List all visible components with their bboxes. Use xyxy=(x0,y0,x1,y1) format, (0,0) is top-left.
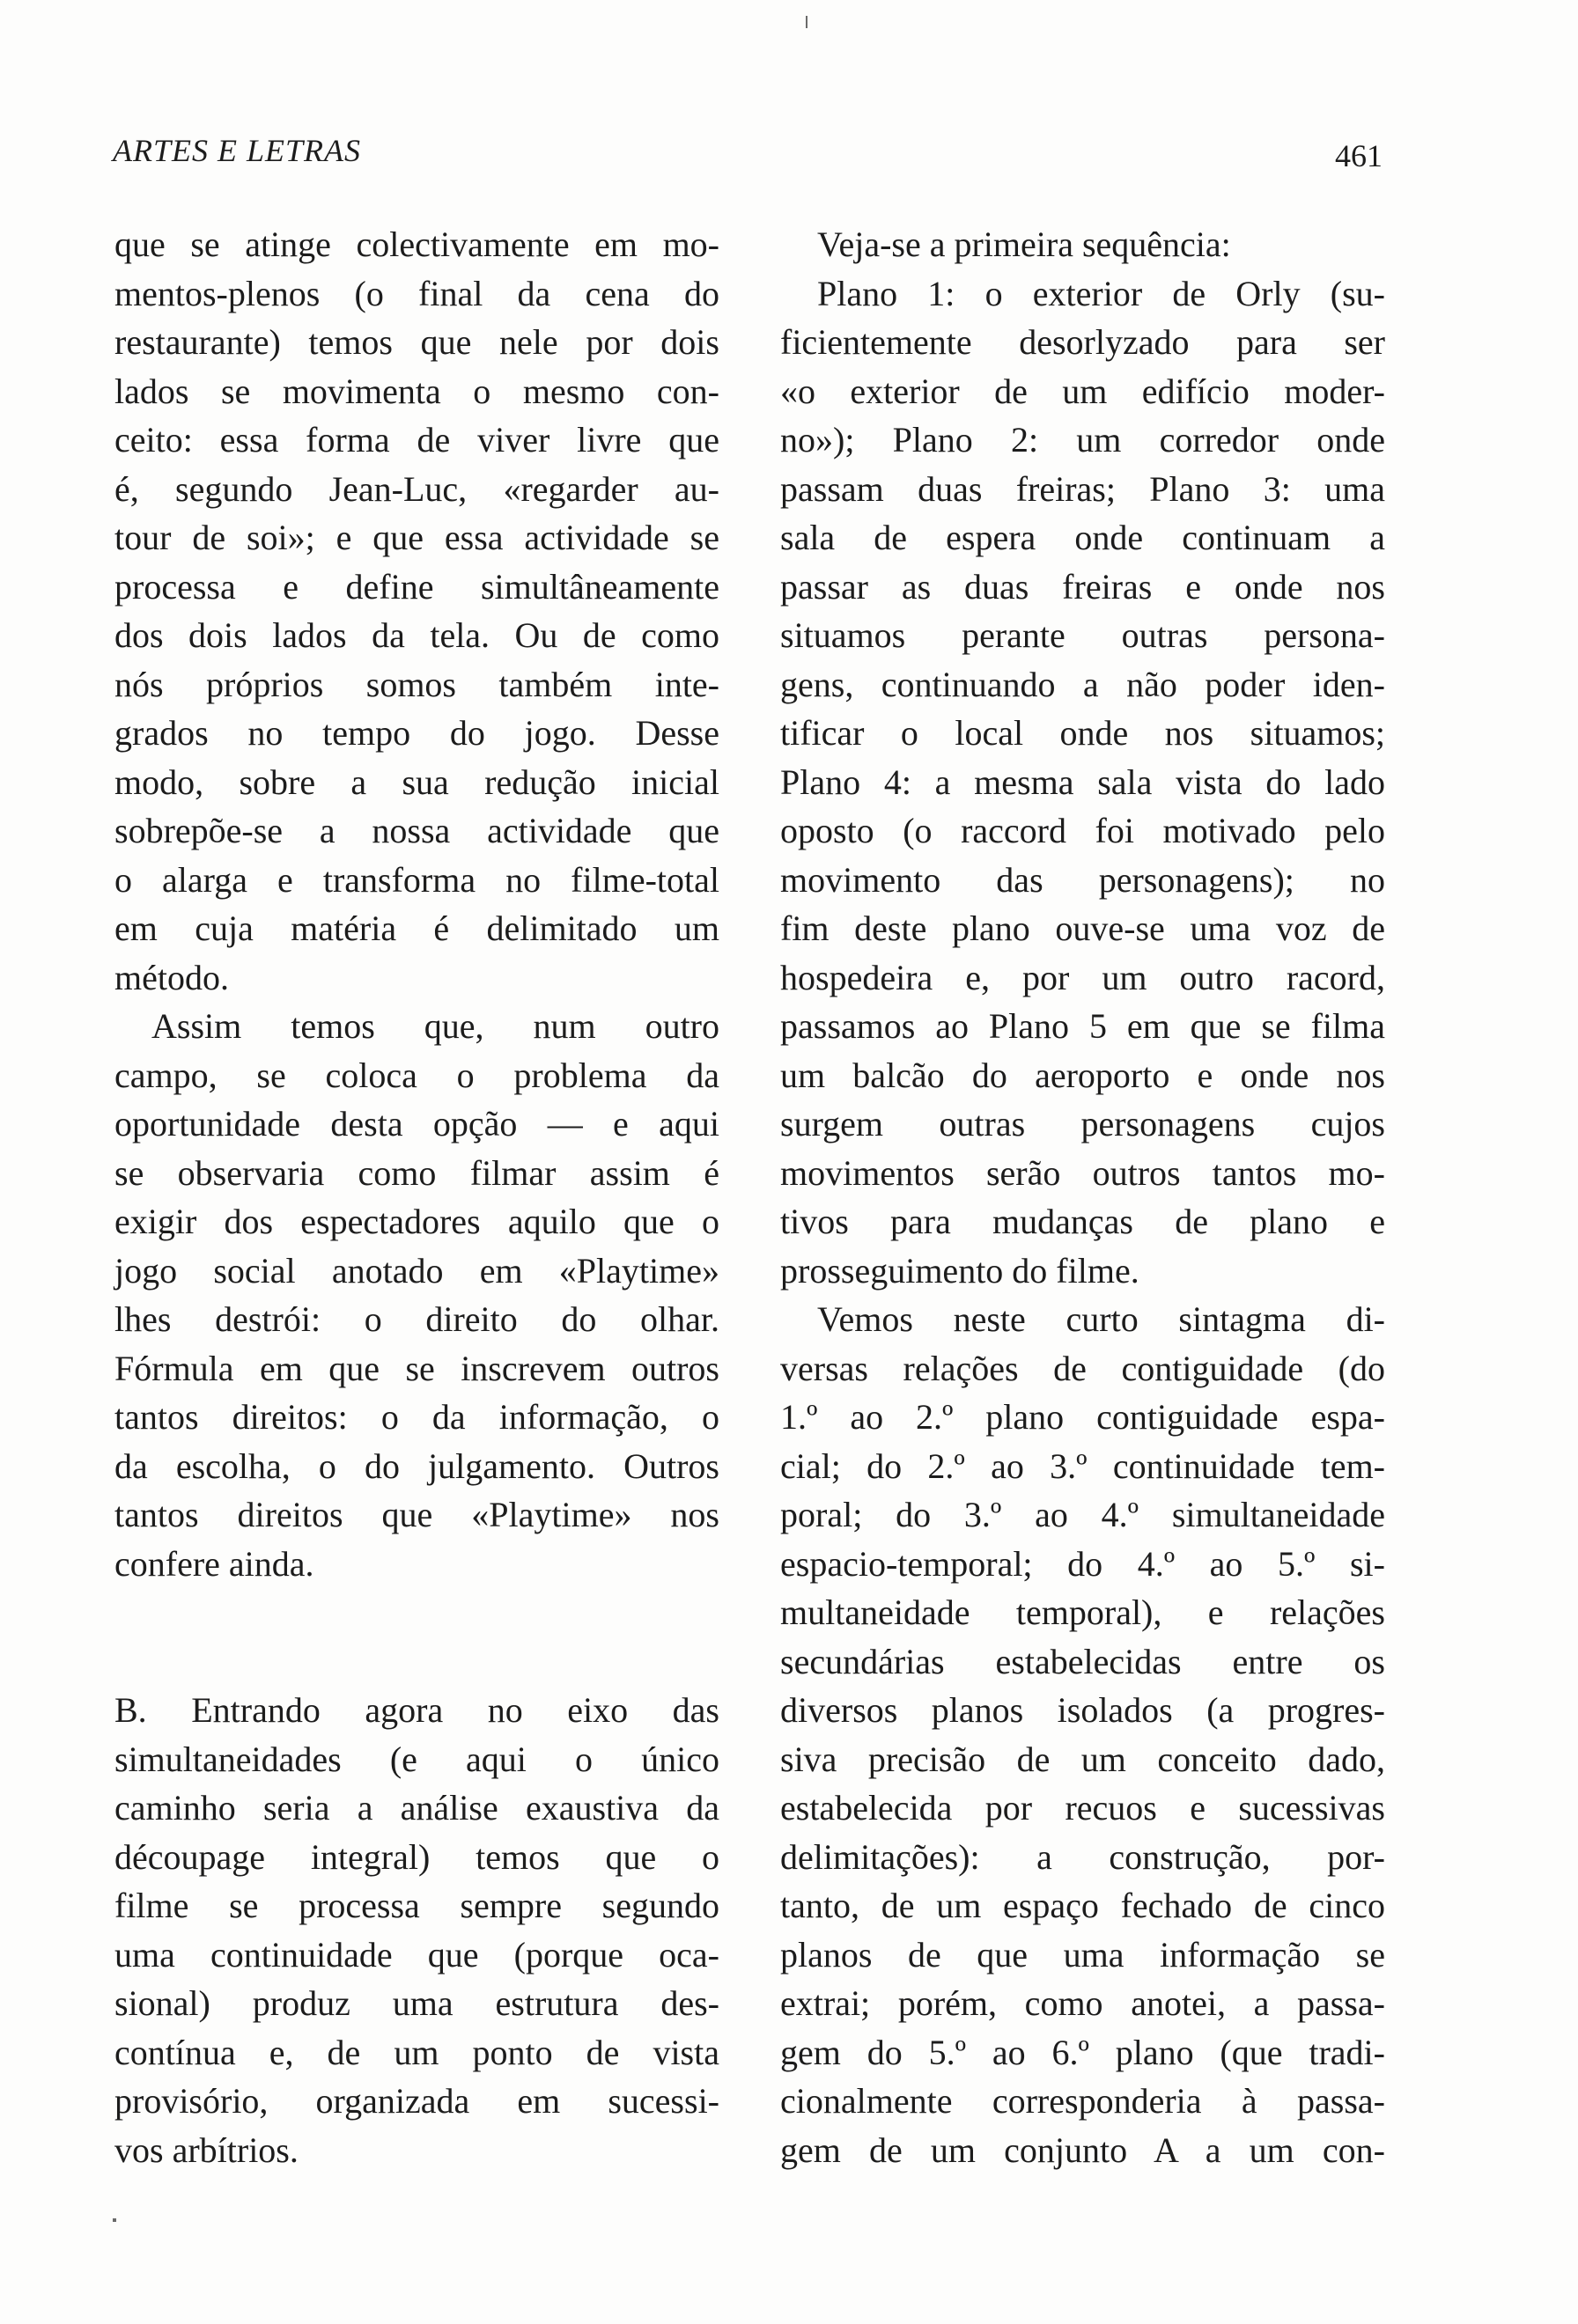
text-line: tantos direitos que «Playtime» nos xyxy=(114,1495,719,1534)
text-line: da escolha, o do julgamento. Outros xyxy=(114,1445,719,1486)
text-line: versas relações de contiguidade (do xyxy=(780,1348,1385,1388)
text-line: 1.º ao 2.º plano contiguidade espa- xyxy=(780,1397,1385,1437)
text-line: dos dois lados da tela. Ou de como xyxy=(114,615,719,655)
text-line: tour de soi»; e que essa actividade se xyxy=(114,518,719,557)
text-line: oposto (o raccord foi motivado pelo xyxy=(780,811,1385,850)
text-line: tantos direitos: o da informação, o xyxy=(114,1397,719,1437)
text-line: método. xyxy=(114,957,229,997)
text-line: secundárias estabelecidas entre os xyxy=(780,1641,1385,1681)
text-line: o alarga e transforma no filme-total xyxy=(114,859,719,900)
text-line: fim deste plano ouve-se uma voz de xyxy=(780,908,1385,948)
text-line: tanto, de um espaço fechado de cinco xyxy=(780,1886,1385,1925)
text-line: Assim temos que, num outro xyxy=(151,1006,719,1046)
text-line: Veja-se a primeira sequência: xyxy=(817,224,1231,264)
text-line: Plano 1: o exterior de Orly (su- xyxy=(817,273,1385,313)
text-line: modo, sobre a sua redução inicial xyxy=(114,761,719,802)
text-line: Fórmula em que se inscrevem outros xyxy=(114,1348,719,1388)
running-head: ARTES E LETRAS xyxy=(113,133,361,168)
paragraph xyxy=(780,1295,1385,2174)
text-line: campo, se coloca o problema da xyxy=(114,1055,719,1095)
text-line: em cuja matéria é delimitado um xyxy=(114,908,719,948)
text-line: é, segundo Jean-Luc, «regarder au- xyxy=(114,468,719,509)
text-line: se observaria como filmar assim é xyxy=(114,1152,719,1193)
text-line: um balcão do aeroporto e onde nos xyxy=(780,1055,1385,1095)
text-line: poral; do 3.º ao 4.º simultaneidade xyxy=(780,1495,1385,1534)
text-line: grados no tempo do jogo. Desse xyxy=(114,713,719,753)
text-line: ficientemente desorlyzado para ser xyxy=(780,322,1385,362)
paragraph-gap xyxy=(114,1588,719,1686)
text-line: gens, continuando a não poder iden- xyxy=(780,664,1385,704)
text-line: découpage integral) temos que o xyxy=(114,1836,719,1877)
paragraph xyxy=(114,220,719,1002)
text-line: movimento das personagens); no xyxy=(780,859,1385,900)
text-line: passam duas freiras; Plano 3: uma xyxy=(780,468,1385,509)
paragraph xyxy=(780,269,1385,1296)
text-line: espacio-temporal; do 4.º ao 5.º si- xyxy=(780,1543,1385,1584)
text-line: ceito: essa forma de viver livre que xyxy=(114,420,719,460)
text-line: simultaneidades (e aqui o único xyxy=(114,1739,719,1779)
text-line: prosseguimento do filme. xyxy=(780,1250,1139,1291)
page-number: 461 xyxy=(1335,138,1383,173)
text-line: nós próprios somos também inte- xyxy=(114,664,719,704)
text-line: uma continuidade que (porque oca- xyxy=(114,1934,719,1975)
text-line: passamos ao Plano 5 em que se filma xyxy=(780,1006,1385,1046)
ink-speck xyxy=(113,2218,116,2222)
text-line: exigir dos espectadores aquilo que o xyxy=(114,1202,719,1241)
text-line: sobrepõe-se a nossa actividade que xyxy=(114,811,719,850)
text-line: gem de um conjunto A a um con- xyxy=(780,2129,1385,2170)
paragraph xyxy=(114,1002,719,1588)
text-line: «o exterior de um edifício moder- xyxy=(780,371,1385,411)
right-column xyxy=(780,220,1385,2174)
text-line: diversos planos isolados (a progres- xyxy=(780,1690,1385,1730)
paragraph xyxy=(780,220,1385,269)
text-line: processa e define simultâneamente xyxy=(114,566,719,607)
text-line: no»); Plano 2: um corredor onde xyxy=(780,420,1385,460)
text-line: sala de espera onde continuam a xyxy=(780,518,1385,557)
text-line: multaneidade temporal), e relações xyxy=(780,1592,1385,1632)
text-line: oportunidade desta opção — e aqui xyxy=(114,1104,719,1144)
text-line: Vemos neste curto sintagma di- xyxy=(817,1299,1385,1339)
text-line: cionalmente corresponderia à passa- xyxy=(780,2081,1385,2121)
text-line: surgem outras personagens cujos xyxy=(780,1104,1385,1144)
ink-speck xyxy=(806,16,807,28)
text-line: confere ainda. xyxy=(114,1543,314,1584)
text-line: mentos-plenos (o final da cena do xyxy=(114,273,719,313)
text-line: passar as duas freiras e onde nos xyxy=(780,566,1385,607)
text-line: gem do 5.º ao 6.º plano (que tradi- xyxy=(780,2032,1385,2072)
text-line: lados se movimenta o mesmo con- xyxy=(114,371,719,411)
text-line: extrai; porém, como anotei, a passa- xyxy=(780,1983,1385,2023)
text-line: Plano 4: a mesma sala vista do lado xyxy=(780,761,1385,802)
text-line: tificar o local onde nos situamos; xyxy=(780,713,1385,753)
text-line: contínua e, de um ponto de vista xyxy=(114,2032,719,2072)
text-line: planos de que uma informação se xyxy=(780,1934,1385,1975)
text-line: siva precisão de um conceito dado, xyxy=(780,1739,1385,1779)
text-line: vos arbítrios. xyxy=(114,2129,299,2170)
text-line: restaurante) temos que nele por dois xyxy=(114,322,719,362)
text-line: estabelecida por recuos e sucessivas xyxy=(780,1788,1385,1828)
text-line: movimentos serão outros tantos mo- xyxy=(780,1152,1385,1193)
text-line: tivos para mudanças de plano e xyxy=(780,1202,1385,1241)
text-line: provisório, organizada em sucessi- xyxy=(114,2081,719,2121)
text-line: sional) produz uma estrutura des- xyxy=(114,1983,719,2023)
text-line: delimitações): a construção, por- xyxy=(780,1836,1385,1877)
paragraph xyxy=(114,1686,719,2174)
text-line: caminho seria a análise exaustiva da xyxy=(114,1788,719,1828)
text-line: lhes destrói: o direito do olhar. xyxy=(114,1299,719,1339)
text-line: hospedeira e, por um outro racord, xyxy=(780,957,1385,997)
text-line: B. Entrando agora no eixo das xyxy=(114,1690,719,1730)
text-line: cial; do 2.º ao 3.º continuidade tem- xyxy=(780,1445,1385,1486)
text-line: filme se processa sempre segundo xyxy=(114,1886,719,1925)
text-line: jogo social anotado em «Playtime» xyxy=(114,1250,719,1291)
text-line: situamos perante outras persona- xyxy=(780,615,1385,655)
text-line: que se atinge colectivamente em mo- xyxy=(114,224,719,264)
left-column xyxy=(114,220,719,2174)
page-header xyxy=(113,132,1383,185)
